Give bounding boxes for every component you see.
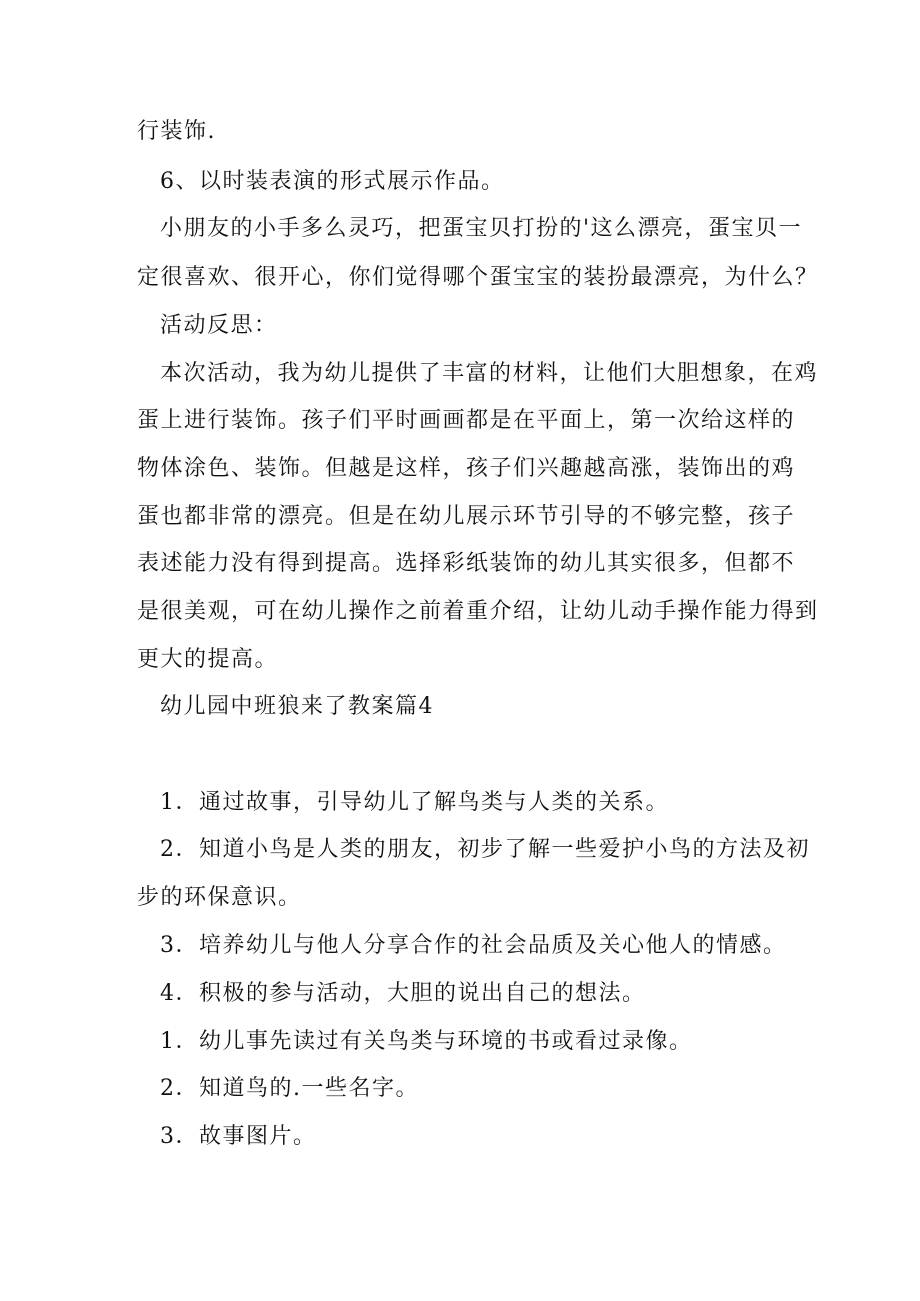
paragraph-line: 本次活动，我为幼儿提供了丰富的材料，让他们大胆想象，在鸡: [160, 361, 819, 386]
section-title: 幼儿园中班狼来了教案篇4: [160, 694, 434, 719]
list-item: 3．故事图片。: [160, 1124, 317, 1149]
text-line: 行装饰.: [137, 119, 216, 144]
paragraph-line: 小朋友的小手多么灵巧，把蛋宝贝打扮的'这么漂亮，蛋宝贝一: [160, 216, 803, 241]
list-item: 4．积极的参与活动，大胆的说出自己的想法。: [160, 981, 646, 1006]
section-heading: 活动反思：: [160, 313, 278, 338]
paragraph-line: 表述能力没有得到提高。选择彩纸装饰的幼儿其实很多，但都不: [137, 551, 796, 576]
paragraph-line: 是很美观，可在幼儿操作之前着重介绍，让幼儿动手操作能力得到: [137, 599, 819, 624]
list-item: 1．通过故事，引导幼儿了解鸟类与人类的关系。: [160, 790, 669, 815]
paragraph-line: 更大的提高。: [137, 647, 279, 672]
list-item: 1．幼儿事先读过有关鸟类与环境的书或看过录像。: [160, 1029, 693, 1054]
list-item: 6、以时装表演的形式展示作品。: [160, 169, 505, 194]
paragraph-line: 蛋上进行装饰。孩子们平时画画都是在平面上，第一次给这样的: [137, 408, 796, 433]
list-item: 2．知道鸟的.一些名字。: [160, 1076, 419, 1101]
list-item-continuation: 步的环保意识。: [137, 885, 302, 910]
paragraph-line: 定很喜欢、很开心，你们觉得哪个蛋宝宝的装扮最漂亮，为什么？: [137, 265, 819, 290]
list-item: 2．知道小鸟是人类的朋友，初步了解一些爱护小鸟的方法及初: [160, 837, 810, 862]
list-item: 3．培养幼儿与他人分享合作的社会品质及关心他人的情感。: [160, 933, 787, 958]
paragraph-line: 蛋也都非常的漂亮。但是在幼儿展示环节引导的不够完整，孩子: [137, 504, 796, 529]
paragraph-line: 物体涂色、装饰。但越是这样，孩子们兴趣越高涨，装饰出的鸡: [137, 456, 796, 481]
